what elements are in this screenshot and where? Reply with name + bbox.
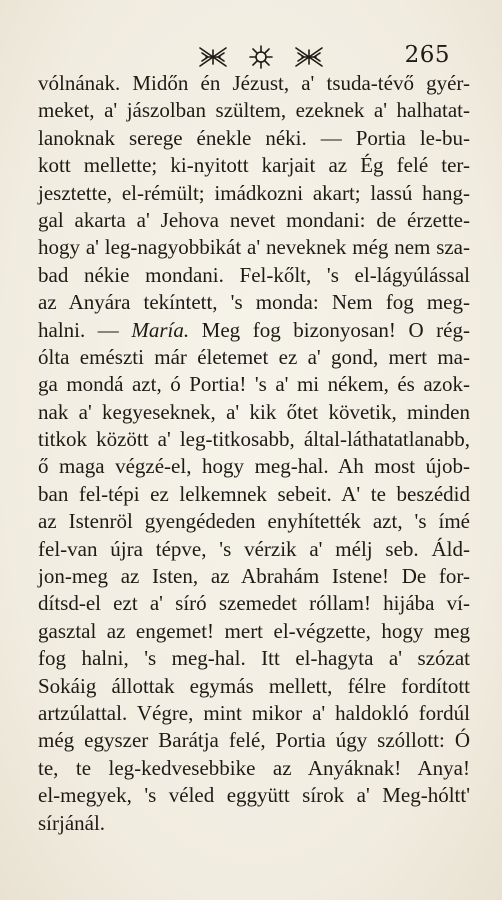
text-segment: gasztal az engemet! mert el-végzette, hogy meg <box>38 618 470 643</box>
text-segment: fel-van újra tépve, 's vérzik a' mélj seb. Áld- <box>38 536 470 561</box>
text-line <box>38 399 470 426</box>
text-segment: ólta emészti már életemet ez a' gond, mert ma- <box>38 344 470 369</box>
text-segment: dítsd-el ezt a' síró szemedet róllam! hijába ví- <box>38 591 470 616</box>
printer-ornament-icon <box>196 44 326 70</box>
page-number: 265 <box>404 42 450 68</box>
text-segment: Sokáig állottak egymás mellett, félre fordított <box>38 673 470 698</box>
text-segment: sírjánál. <box>38 810 106 835</box>
text-line <box>38 371 470 398</box>
text-line <box>38 97 470 124</box>
text-line <box>38 152 470 179</box>
text-segment: kott mellette; ki-nyitott karjait az Ég felé ter- <box>38 153 470 178</box>
text-segment: ga mondá azt, ó Portia! 's a' mi nékem, és azok- <box>38 372 470 397</box>
text-line <box>38 180 470 207</box>
text-line <box>38 590 470 617</box>
text-line <box>38 426 470 453</box>
text-line <box>38 755 470 782</box>
text-line <box>38 810 470 837</box>
text-line <box>38 453 470 480</box>
text-segment: gal akarta a' Jehova nevet mondani: de érzette- <box>38 207 470 232</box>
text-line <box>38 673 470 700</box>
text-segment: Meg fog bizonyosan! O rég- <box>189 317 470 342</box>
text-line <box>38 508 470 535</box>
text-segment: titkok között a' leg-titkosabb, által-láthatatlanabb, <box>38 427 470 452</box>
text-segment: artzúlattal. Végre, mint mikor a' haldokló fordúl <box>38 700 470 725</box>
text-line <box>38 289 470 316</box>
speaker-name: María. <box>131 317 190 342</box>
text-segment: vólnának. Midőn én Jézust, a' tsuda-tévő gyér- <box>38 71 470 95</box>
text-segment: el-megyek, 's véled eggyütt sírok a' Meg-hóltt' <box>38 783 470 808</box>
text-segment: ban fel-tépi ez lelkemnek sebeit. A' te beszédid <box>38 481 470 506</box>
text-segment: jon-meg az Isten, az Abrahám Istene! De for- <box>38 564 470 589</box>
page-header <box>0 38 502 72</box>
text-segment: ő maga végzé-el, hogy meg-hal. Ah most újob- <box>38 454 470 479</box>
text-segment: fog halni, 's meg-hal. Itt el-hagyta a' szózat <box>38 646 470 671</box>
text-line <box>38 125 470 152</box>
text-segment: még egyszer Barátja felé, Portia úgy szóllott: Ó <box>38 728 470 753</box>
text-segment: bad nékie mondani. Fel-kőlt, 's el-lágyúlással <box>38 262 470 287</box>
text-segment: hogy a' leg-nagyobbikát a' neveknek még nem sza- <box>38 235 470 260</box>
text-segment: az Anyára tekíntett, 's monda: Nem fog meg- <box>38 290 470 315</box>
text-line <box>38 618 470 645</box>
body-text <box>38 70 470 837</box>
text-segment: az Istenröl gyengédeden enyhítették azt, 's ímé <box>38 509 470 534</box>
text-line <box>38 262 470 289</box>
text-line <box>38 700 470 727</box>
text-line <box>38 344 470 371</box>
text-segment: lanoknak serege énekle néki. — Portia le-bu- <box>38 125 470 150</box>
text-line <box>38 645 470 672</box>
text-line <box>38 70 470 97</box>
text-line <box>38 563 470 590</box>
text-segment: te, te leg-kedvesebbike az Anyáknak! Anya! <box>38 755 470 780</box>
text-line <box>38 234 470 261</box>
text-line <box>38 317 470 344</box>
text-segment: halni. — <box>38 317 132 342</box>
text-segment: jesztette, el-rémült; imádkozni akart; lassú hang- <box>38 180 470 205</box>
text-line <box>38 207 470 234</box>
text-segment: meket, a' jászolban szültem, ezeknek a' halhatat- <box>38 98 470 123</box>
text-line <box>38 481 470 508</box>
text-line <box>38 782 470 809</box>
text-line <box>38 536 470 563</box>
text-segment: nak a' kegyeseknek, a' kik őtet követik, minden <box>38 399 470 424</box>
text-line <box>38 727 470 754</box>
